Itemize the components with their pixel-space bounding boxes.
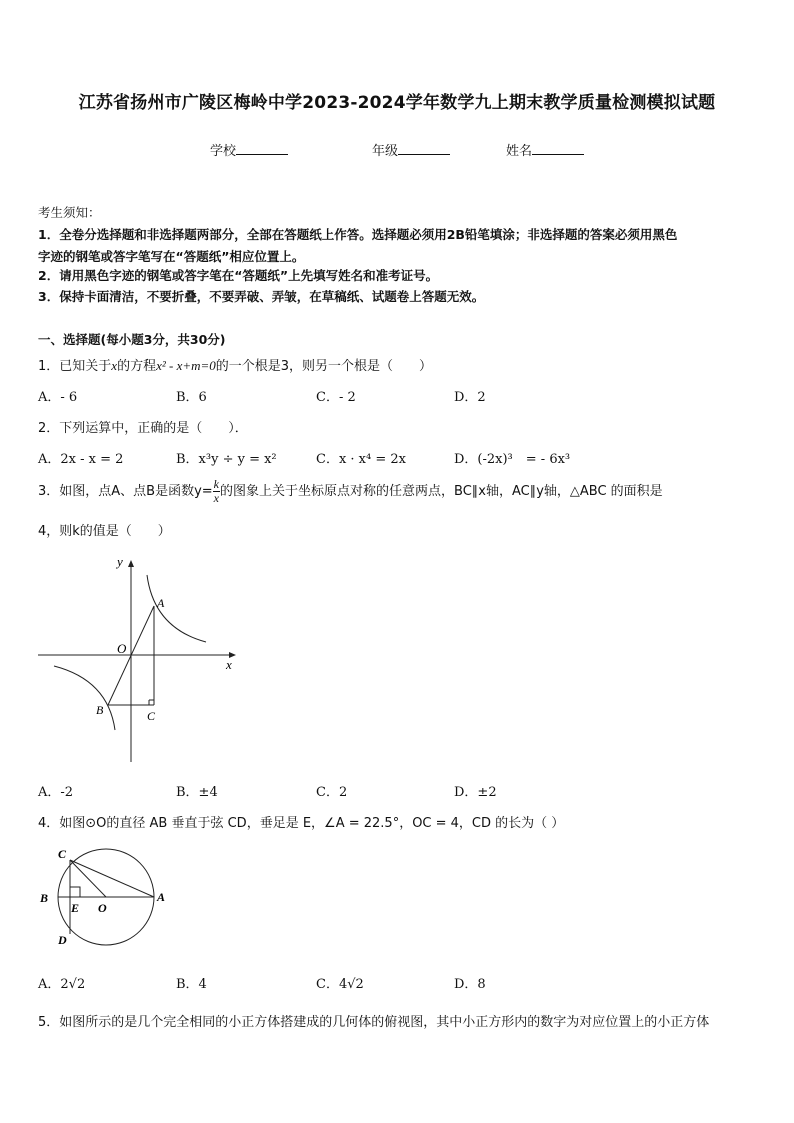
option-c: C．- 2 (316, 390, 356, 405)
label-a: A (157, 890, 166, 904)
option-b: B．±4 (176, 785, 218, 800)
option-a: A．2√2 (38, 977, 86, 992)
question-3-stem: 3．如图，点A、点B是函数y= $\frac{k}{x}$ 的图象上关于坐标原点对称的任意两点，BC∥x轴，AC∥y轴，△ABC 的面积是 (38, 477, 663, 505)
page-title: 江苏省扬州市广陵区梅岭中学2023-2024学年数学九上期末教学质量检测模拟试题 (78, 93, 716, 113)
question-4-stem: 4．如图⊙O的直径 AB 垂直于弦 CD，垂足是 E，∠A = 22.5°，OC = 4，CD 的长为（ ） (38, 816, 565, 831)
label-b: B (96, 703, 104, 717)
label-y: y (117, 554, 123, 569)
right-angle-mark (70, 887, 80, 897)
hyperbola-figure (34, 550, 244, 765)
question-2-stem: 2．下列运算中，正确的是（ ）． (38, 421, 248, 436)
label-c: C (147, 709, 156, 723)
segment-co (70, 860, 106, 897)
label-o: O (98, 901, 107, 915)
option-d: D．±2 (454, 785, 497, 800)
label-o: O (117, 641, 127, 656)
option-d: D．2 (454, 390, 486, 405)
option-b: B．x³y ÷ y = x² (176, 452, 277, 467)
notice-item: 3．保持卡面清洁，不要折叠，不要弄破、弄皱，在草稿纸、试题卷上答题无效。 (38, 289, 485, 304)
question-5-stem: 5．如图所示的是几个完全相同的小正方体搭建成的几何体的俯视图，其中小正方形内的数字为对应位置上的小正方体 (38, 1015, 710, 1030)
label-a: A (157, 596, 165, 610)
question-1-stem: 1．已知关于x的方程x² - x+m=0的一个根是3，则另一个根是（ ） (38, 358, 433, 374)
question-3-stem-cont: 4，则k的值是（ ） (38, 524, 171, 539)
label-d: D (58, 933, 67, 947)
label-b: B (40, 891, 49, 905)
option-c: C．2 (316, 785, 348, 800)
circle-figure (36, 840, 176, 950)
option-d: D．(-2x)³ = - 6x³ (454, 452, 571, 467)
option-c: C．4√2 (316, 977, 364, 992)
school-field: 学校 (210, 140, 288, 159)
option-b: B．6 (176, 390, 207, 405)
y-arrow-icon (128, 560, 134, 567)
name-field: 姓名 (506, 140, 584, 159)
option-b: B．4 (176, 977, 207, 992)
option-c: C．x · x⁴ = 2x (316, 452, 406, 467)
notice-item: 字迹的钢笔或答字笔写在“答题纸”相应位置上。 (38, 249, 305, 264)
label-c: C (58, 847, 67, 861)
notice-item: 1．全卷分选择题和非选择题两部分，全部在答题纸上作答。选择题必须用2B铅笔填涂；非选择题的答案必须用黑色 (38, 227, 678, 242)
label-x: x (226, 657, 232, 672)
segment-ca (70, 860, 154, 897)
option-a: A．2x - x = 2 (38, 452, 124, 467)
notice-heading: 考生须知： (38, 205, 101, 220)
section-heading: 一、选择题(每小题3分，共30分) (38, 332, 226, 347)
option-a: A．- 6 (38, 390, 78, 405)
grade-field: 年级 (372, 140, 450, 159)
option-d: D．8 (454, 977, 486, 992)
option-a: A．-2 (38, 785, 74, 800)
fraction-k-over-x: $\frac{k}{x}$ (213, 477, 219, 505)
curve-quadrant-3 (54, 666, 115, 730)
label-e: E (71, 901, 80, 915)
notice-item: 2．请用黑色字迹的钢笔或答字笔在“答题纸”上先填写姓名和准考证号。 (38, 268, 439, 283)
curve-quadrant-1 (147, 575, 206, 642)
